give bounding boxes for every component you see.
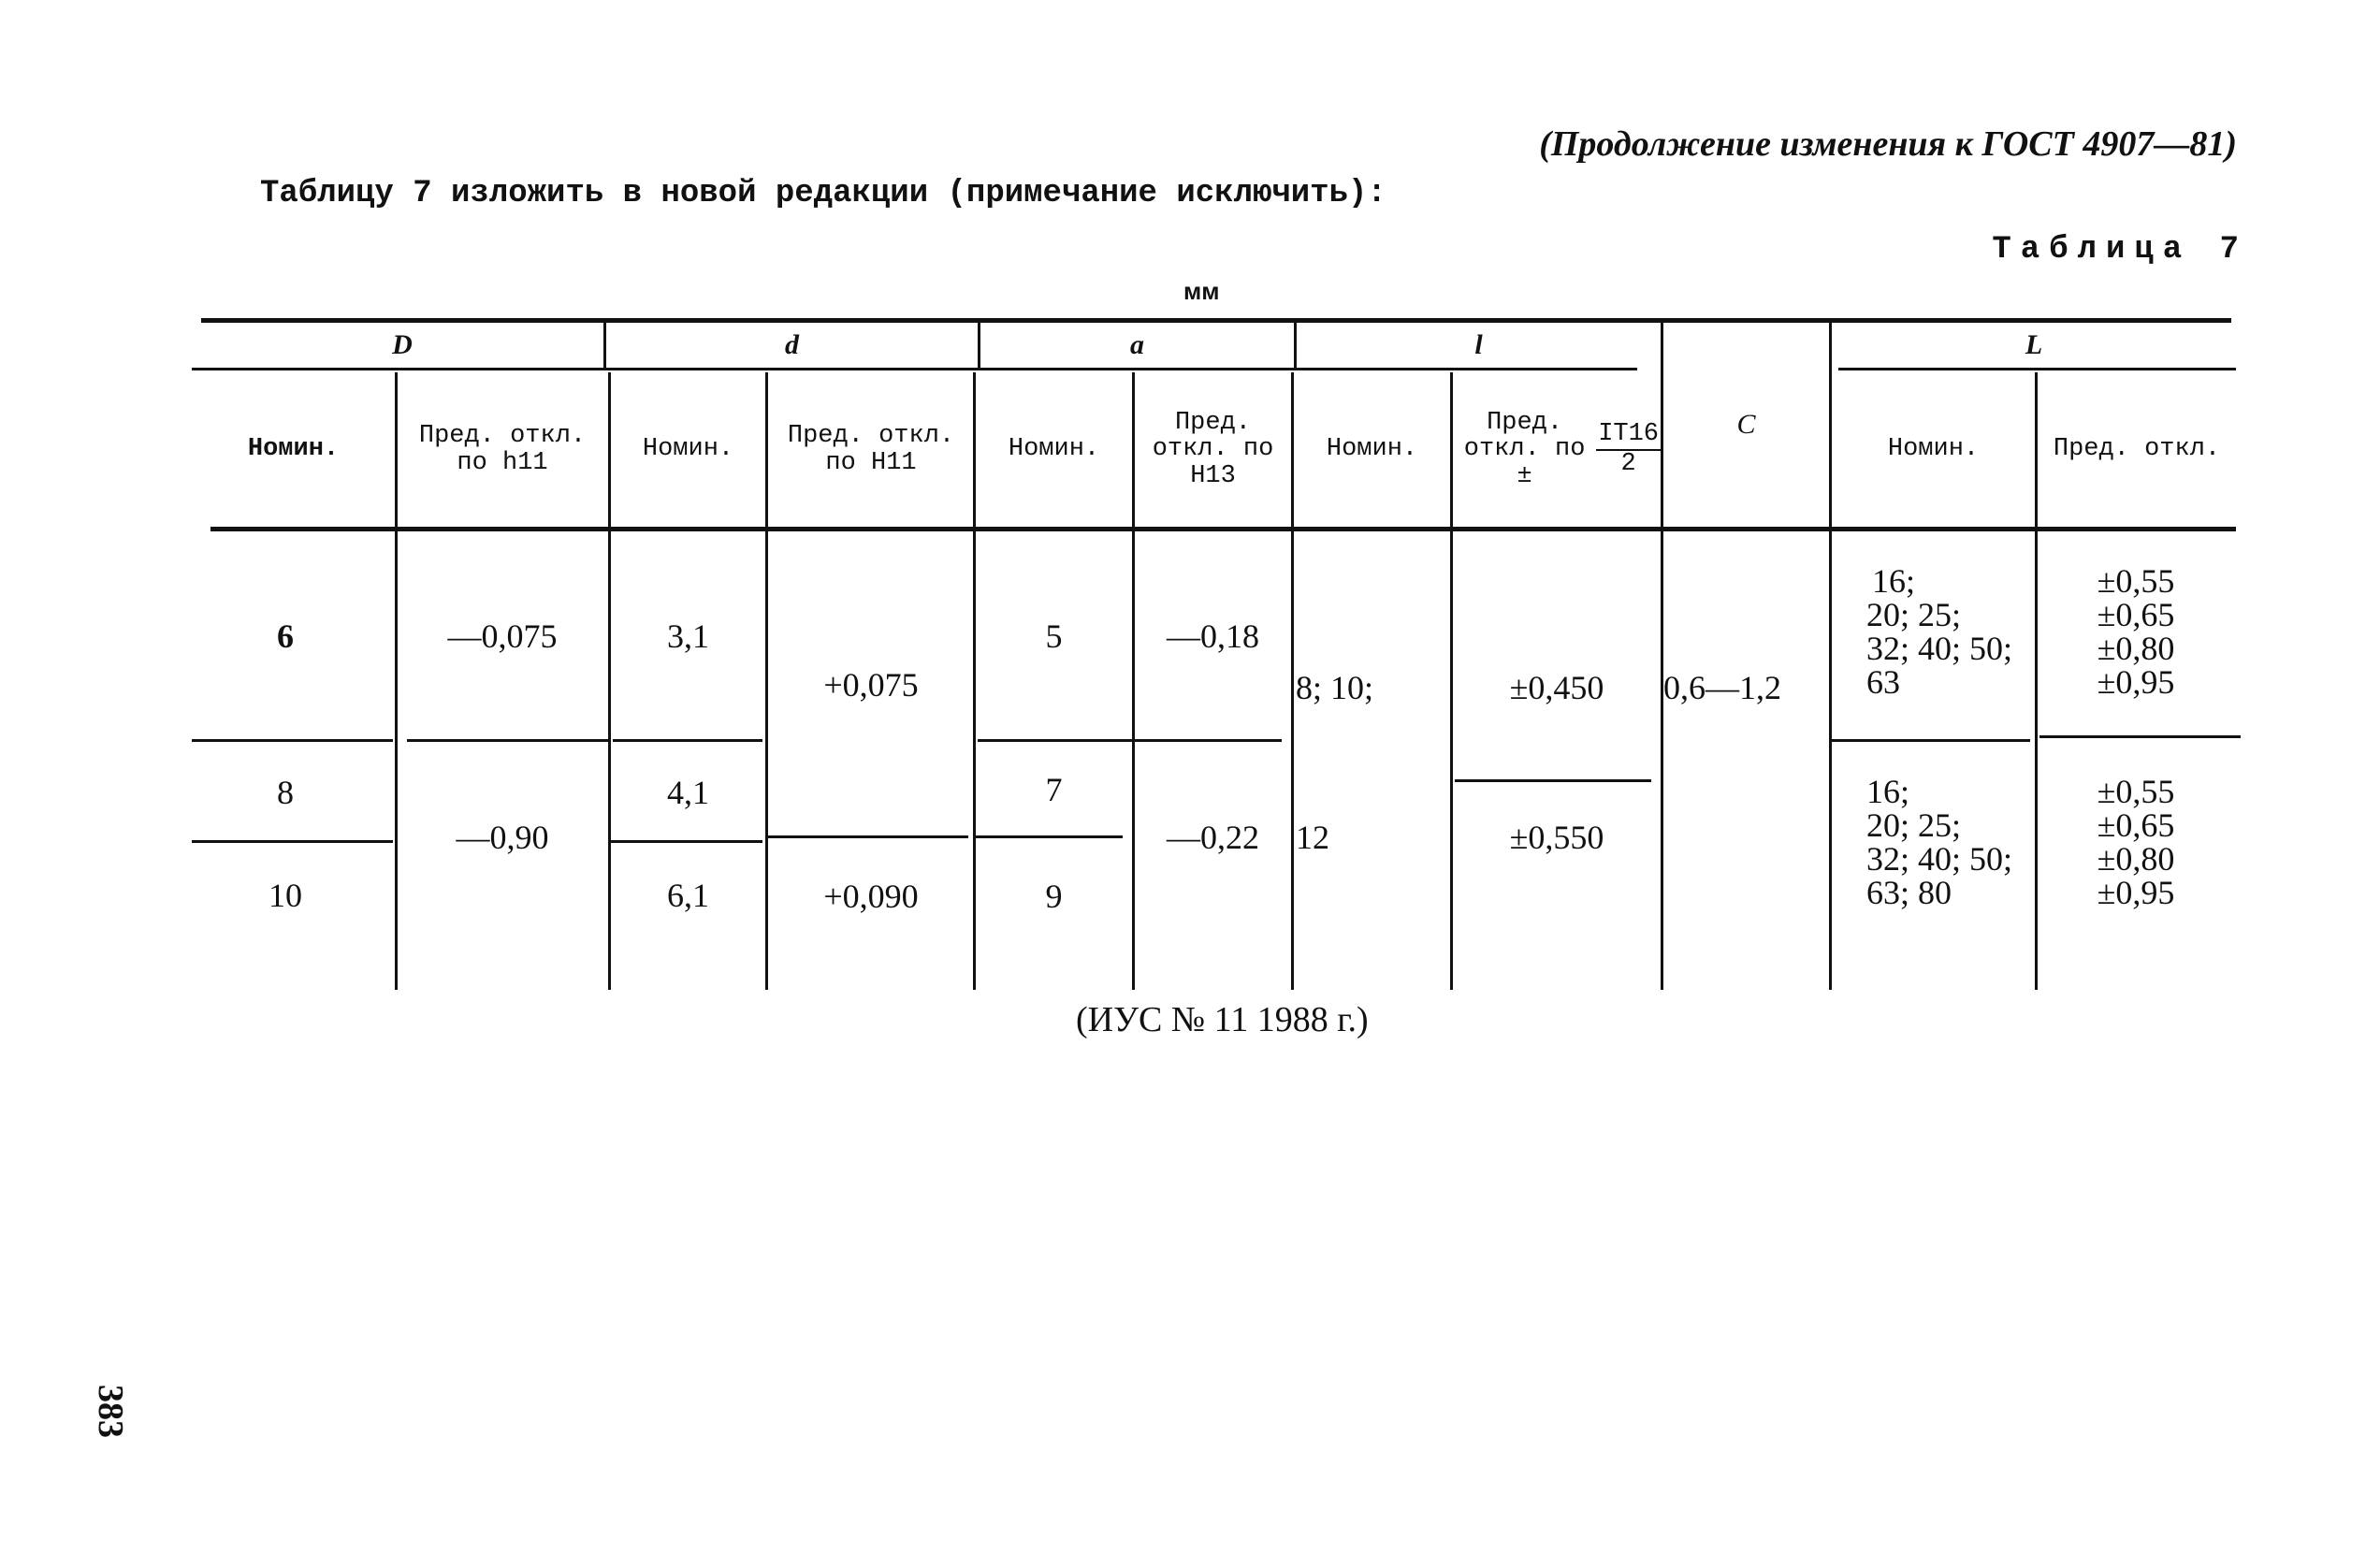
group-header-C: C	[1736, 409, 1756, 440]
cell-a-row2: 7	[1045, 771, 1063, 808]
fraction-it16	[1596, 421, 1661, 478]
L-value: 16;	[1872, 562, 1916, 600]
L-tol-values-group2	[2097, 775, 2175, 909]
L-tol-value: ±0,65	[2097, 596, 2175, 633]
intro-text: Таблицу 7 изложить в новой редакции (примечание исключить):	[260, 176, 1386, 211]
cell-C: 0,6—1,2	[1663, 669, 1781, 706]
cell-D-row3: 10	[269, 877, 302, 914]
subheader-D-tol: Пред. откл. по h11	[418, 422, 587, 477]
cell-D-tol-1: —0,075	[447, 617, 558, 655]
L-value: 32; 40; 50;	[1866, 630, 2013, 667]
group-header-a: a	[1130, 329, 1144, 360]
table-label: Таблица 7	[1992, 232, 2248, 268]
subheader-a-tol: Пред. откл. по H13	[1152, 408, 1274, 490]
subheader-d-tol: Пред. откл. по H11	[787, 422, 955, 477]
L-tol-values-group1	[2097, 564, 2175, 699]
row-divider	[192, 739, 393, 742]
cell-D-row2: 8	[277, 773, 294, 811]
L-value: 63	[1866, 663, 1900, 701]
cell-a-tol-1: —0,18	[1167, 617, 1259, 655]
subheader-L-tol: Пред. откл.	[2053, 435, 2221, 464]
cell-D-tol-2: —0,90	[456, 819, 549, 856]
L-tol-value: ±0,65	[2097, 806, 2175, 844]
row-divider	[192, 840, 393, 843]
L-value: 32; 40; 50;	[1866, 840, 2013, 878]
subheader-L-nomin: Номин.	[1887, 435, 1980, 464]
group-header-rule	[192, 368, 1637, 370]
L-values-group1	[1866, 564, 2012, 699]
group-header-D: D	[392, 329, 413, 360]
group-header-L: L	[2025, 329, 2043, 360]
cell-d-row3: 6,1	[667, 877, 709, 914]
row-divider	[613, 739, 762, 742]
cell-l-tol-2: ±0,550	[1509, 819, 1604, 856]
cell-l-1: 8; 10;	[1296, 669, 1374, 706]
L-values-group2	[1866, 775, 2012, 909]
cell-l-tol-1: ±0,450	[1509, 669, 1604, 706]
group-header-rule-L	[1838, 368, 2236, 370]
row-divider	[767, 835, 968, 838]
cell-D-row1: 6	[277, 617, 294, 655]
L-value: 16;	[1866, 773, 1910, 810]
units-label: мм	[1183, 277, 1220, 305]
subheader-D-nomin: Номин.	[247, 435, 340, 464]
cell-d-row2: 4,1	[667, 773, 709, 811]
cell-a-tol-2: —0,22	[1167, 819, 1259, 856]
L-value: 20; 25;	[1866, 596, 1962, 633]
L-value: 63; 80	[1866, 874, 1952, 911]
L-tol-value: ±0,55	[2097, 773, 2175, 810]
L-tol-value: ±0,95	[2097, 663, 2175, 701]
footer-note: (ИУС № 11 1988 г.)	[1076, 1000, 1369, 1039]
subheader-l-tol	[1453, 372, 1661, 527]
row-divider	[2039, 735, 2241, 738]
header-bottom-rule	[210, 527, 2236, 531]
L-tol-value: ±0,80	[2097, 630, 2175, 667]
cell-L-group2	[1866, 772, 2035, 912]
cell-L-tol-group2	[2038, 772, 2234, 912]
subheader-d-nomin: Номин.	[642, 435, 734, 464]
cell-a-row1: 5	[1045, 617, 1063, 655]
row-divider	[978, 739, 1137, 742]
cell-d-row1: 3,1	[667, 617, 709, 655]
row-divider	[973, 835, 1123, 838]
L-tol-value: ±0,80	[2097, 840, 2175, 878]
col-divider	[765, 372, 768, 990]
fraction-denominator: 2	[1620, 449, 1636, 478]
subheader-a-nomin: Номин.	[1008, 435, 1100, 464]
cell-d-tol-1: +0,075	[823, 665, 919, 704]
row-divider	[407, 739, 608, 742]
L-value: 20; 25;	[1866, 806, 1962, 844]
continuation-note: (Продолжение изменения к ГОСТ 4907—81)	[1539, 124, 2237, 164]
cell-L-tol-group1	[2038, 561, 2234, 702]
cell-a-row3: 9	[1045, 878, 1063, 915]
group-header-d: d	[785, 329, 799, 360]
row-divider	[1829, 739, 2030, 742]
row-divider	[608, 840, 762, 843]
cell-d-tol-2: +0,090	[823, 878, 919, 915]
subheader-l-tol-prefix: Пред. откл. по ±	[1463, 408, 1586, 490]
col-divider	[395, 372, 398, 990]
page-number: 383	[91, 1385, 130, 1438]
L-tol-value: ±0,55	[2097, 562, 2175, 600]
L-tol-value: ±0,95	[2097, 874, 2175, 911]
subheader-l-nomin: Номин.	[1326, 435, 1418, 464]
group-header-l: l	[1474, 329, 1483, 360]
cell-l-2: 12	[1296, 819, 1329, 856]
row-divider	[1137, 739, 1282, 742]
cell-L-group1	[1866, 561, 2035, 702]
fraction-numerator: IT16	[1596, 421, 1661, 451]
